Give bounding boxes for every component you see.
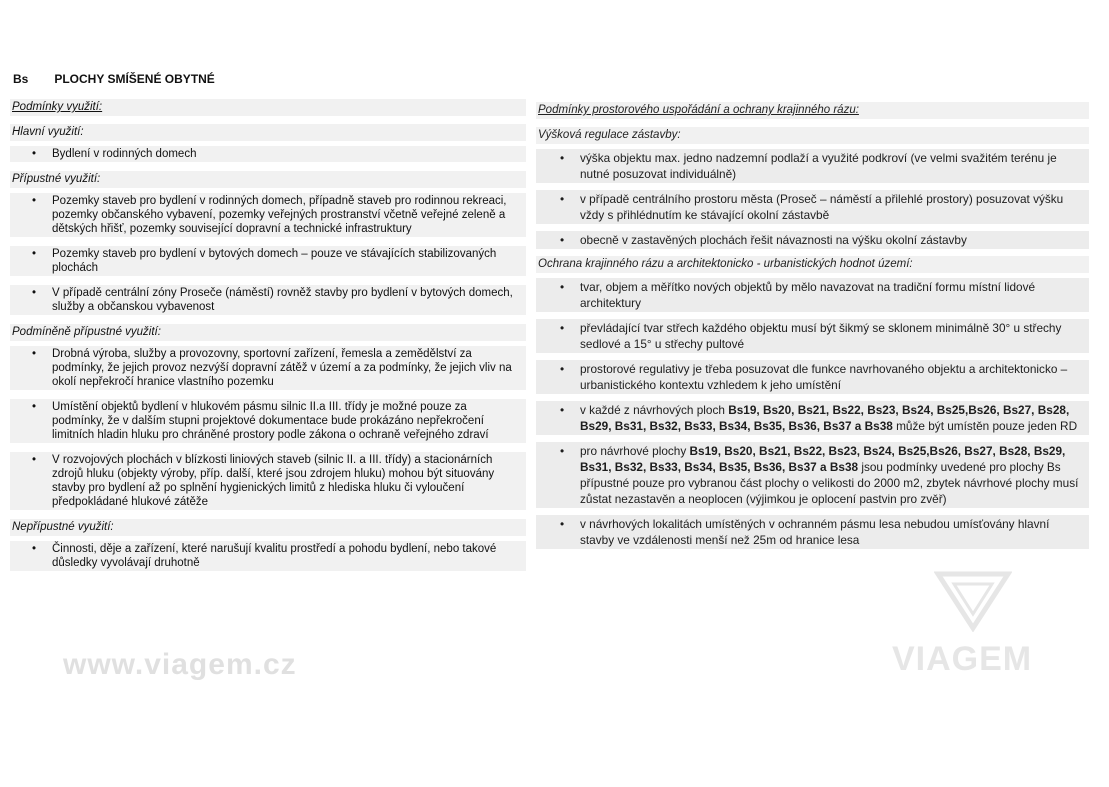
list (10, 146, 526, 162)
list-item: • Bydlení v rodinných domech (10, 146, 526, 162)
watermark-logo (892, 570, 1052, 680)
page-heading (13, 72, 215, 86)
list (536, 149, 1089, 249)
watermark-brand: VIAGEM (892, 640, 1033, 678)
section-label: Podmíněně přípustné využití: (10, 324, 526, 341)
section-label: Nepřípustné využití: (10, 519, 526, 536)
right-column (536, 99, 1089, 556)
item-text: může být umístěn pouze jeden RD (896, 419, 1078, 433)
list-item (536, 442, 1089, 508)
list-item: • tvar, objem a měřítko nových objektů by mělo navazovat na tradiční formu místní lidové architektury (536, 278, 1089, 312)
list-item: • Pozemky staveb pro bydlení v bytových domech – pouze ve stávajících stabilizovaných plochách (10, 246, 526, 276)
item-text: pro návrhové plochy (580, 444, 687, 458)
list (10, 541, 526, 571)
viagem-logo-icon (934, 570, 1012, 632)
watermark-url: www.viagem.cz (63, 648, 297, 681)
right-title: Podmínky prostorového uspořádání a ochrany krajinného rázu: (536, 102, 1089, 119)
heading-code: Bs (13, 72, 29, 86)
list-item: • výška objektu max. jedno nadzemní podlaží a využité podkroví (ve velmi svažitém terénu je nutné posuzovat individuálně) (536, 149, 1089, 183)
list-item: • Umístění objektů bydlení v hlukovém pásmu silnic II.a III. třídy je možné pouze za podmínky, že v dalším stupni projektové dokumentace bude prokázáno nepřekročení limitních hladin hluku pro chráněné prostory podle zákona o ochraně veřejného zdraví (10, 399, 526, 443)
list-item: • v návrhových lokalitách umístěných v ochranném pásmu lesa nebudou umísťovány hlavní stavby ve vzdálenosti menší než 25m od hranice lesa (536, 515, 1089, 549)
section-label: Hlavní využití: (10, 124, 526, 141)
list-item: • V rozvojových plochách v blízkosti liniových staveb (silnic II. a III. třídy) a stacionárních zdrojů hluku (objekty výroby, příp. další, které jsou zdrojem hluku) mohou být situovány stavby pro bydlení až po splnění hygienických limitů z hlediska hluku či vyloučení předpokládané hlukové zátěže (10, 452, 526, 510)
section-label: Přípustné využití: (10, 171, 526, 188)
heading-title: PLOCHY SMÍŠENÉ OBYTNÉ (54, 72, 215, 86)
list-item: • obecně v zastavěných plochách řešit návaznosti na výšku okolní zástavby (536, 231, 1089, 249)
list-item: • Činnosti, děje a zařízení, které narušují kvalitu prostředí a pohodu bydlení, nebo takové důsledky vyvolávají druhotně (10, 541, 526, 571)
list-item: • Drobná výroba, služby a provozovny, sportovní zařízení, řemesla a zemědělství za podmínky, že jejich provoz nezvýší dopravní zátěž v území a za podmínky, že jejich vliv na okolí nepřekročí hranice vlastního pozemku (10, 346, 526, 390)
left-column (10, 99, 526, 580)
list-item: • V případě centrální zóny Proseče (náměstí) rovněž stavby pro bydlení v bytových domech, služby a občanskou vybavenost (10, 285, 526, 315)
section-label: Ochrana krajinného rázu a architektonicko - urbanistických hodnot území: (536, 256, 1089, 273)
list (10, 346, 526, 510)
item-text: jsou podmínky uvedené pro plochy Bs přípustné pouze pro vybranou část plochy o velikosti do 2000 m2, zbytek návrhové plochy musí zůstat nezastavěn a neoplocen (výjimkou je oplocení pastvin pro zvěř) (580, 460, 1079, 506)
list-item: • prostorové regulativy je třeba posuzovat dle funkce navrhovaného objektu a architektonicko – urbanistického kontextu vzhledem k jeho umístění (536, 360, 1089, 394)
section-label: Výšková regulace zástavby: (536, 127, 1089, 144)
item-text: v každé z návrhových ploch (580, 403, 725, 417)
list-item (536, 401, 1089, 435)
list-item: • převládající tvar střech každého objektu musí být šikmý se sklonem minimálně 30° u střechy sedlové a 15° u střechy pultové (536, 319, 1089, 353)
left-title: Podmínky využití: (10, 99, 526, 116)
list (10, 193, 526, 315)
list-item: • Pozemky staveb pro bydlení v rodinných domech, případně staveb pro rodinnou rekreaci, pozemky občanského vybavení, pozemky veřejných prostranství včetně veřejné zeleně a dětských hřišť, pozemky související dopravní a technické infrastruktury (10, 193, 526, 237)
item-plot-codes: Bs19, Bs20, Bs21, Bs22, Bs23, Bs24, Bs25,Bs26, Bs27, Bs28, Bs29, Bs31, Bs32, Bs33, Bs34, Bs35, Bs36, Bs37 a Bs38 (580, 403, 1070, 433)
item-plot-codes: Bs19, Bs20, Bs21, Bs22, Bs23, Bs24, Bs25,Bs26, Bs27, Bs28, Bs29, Bs31, Bs32, Bs33, Bs34, Bs35, Bs36, Bs37 a Bs38 (580, 444, 1066, 474)
list-item: • v případě centrálního prostoru města (Proseč – náměstí a přilehlé prostory) posuzovat výšku vždy s přihlédnutím ke stávající okolní zástavbě (536, 190, 1089, 224)
list (536, 278, 1089, 549)
